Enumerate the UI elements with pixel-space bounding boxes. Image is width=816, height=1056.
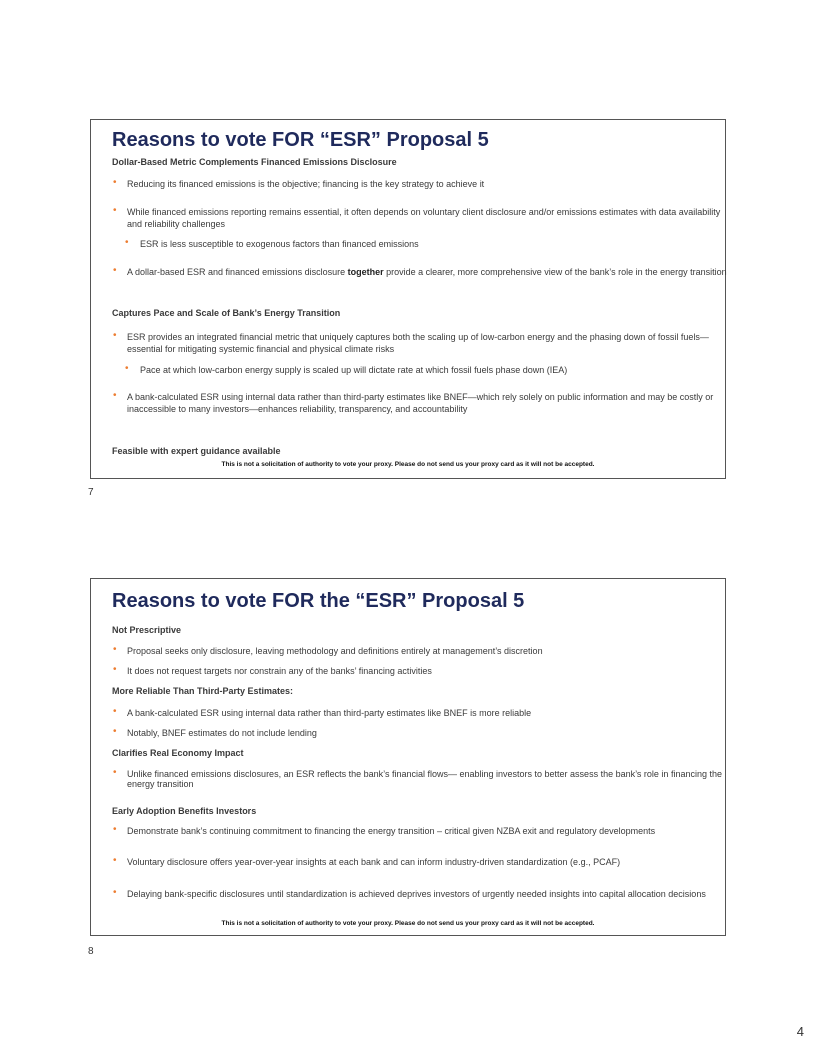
bullet-dot-icon: • <box>113 390 117 401</box>
bullet-text: Delaying bank-specific disclosures until standardization is achieved deprives investors of urgently needed insights into capital allocation decisions <box>127 889 706 899</box>
section-heading: Not Prescriptive <box>112 625 182 635</box>
bullet-item <box>112 178 727 190</box>
bullet-dot-icon: • <box>113 205 117 216</box>
bullet-text: A bank-calculated ESR using internal data rather than third-party estimates like BNEF—which rely solely on public information and may be costly or inaccessible to many investors—enhances reliability, transparency, and accountability <box>127 392 714 414</box>
bullet-item <box>112 826 727 836</box>
section-heading: Dollar-Based Metric Complements Financed Emissions Disclosure <box>112 157 397 167</box>
bullet-dot-icon: • <box>113 330 117 341</box>
bullet-item <box>112 857 727 867</box>
bullet-item <box>112 266 727 278</box>
bullet-text: ESR is less susceptible to exogenous factors than financed emissions <box>140 239 419 249</box>
section-heading: Early Adoption Benefits Investors <box>112 806 257 816</box>
slide-7 <box>90 119 726 479</box>
bullet-text: Demonstrate bank’s continuing commitment to financing the energy transition – critical given NZBA exit and regulatory developments <box>127 826 656 836</box>
section-heading: Feasible with expert guidance available <box>112 446 281 456</box>
section-heading: More Reliable Than Third-Party Estimates: <box>112 686 294 696</box>
section-heading: Clarifies Real Economy Impact <box>112 748 244 758</box>
bullet-item <box>112 769 727 789</box>
bullet-item <box>112 707 727 719</box>
bullet-text: Proposal seeks only disclosure, leaving methodology and definitions entirely at management’s discretion <box>127 646 543 656</box>
slide-number: 8 <box>88 946 94 957</box>
bullet-emphasis: together <box>347 267 384 277</box>
bullet-text: Pace at which low-carbon energy supply is scaled up will dictate rate at which fossil fuels phase down (IEA) <box>140 365 568 375</box>
bullet-dot-icon: • <box>113 767 117 778</box>
bullet-text: ESR provides an integrated financial metric that uniquely captures both the scaling up of low-carbon energy and the phasing down of fossil fuels—essential for mitigating systemic financial and physical climate risks <box>127 332 709 354</box>
disclaimer: This is not a solicitation of authority to vote your proxy. Please do not send us your proxy card as it will not be accepted. <box>221 461 595 468</box>
bullet-dot-icon: • <box>125 237 129 248</box>
bullet-dot-icon: • <box>113 664 117 675</box>
bullet-dot-icon: • <box>113 887 117 898</box>
disclaimer: This is not a solicitation of authority to vote your proxy. Please do not send us your proxy card as it will not be accepted. <box>221 920 595 927</box>
bullet-dot-icon: • <box>113 726 117 737</box>
bullet-dot-icon: • <box>113 644 117 655</box>
bullet-text: provide a clearer, more comprehensive view of the bank’s role in the energy transition <box>383 267 727 277</box>
section-heading: Captures Pace and Scale of Bank’s Energy Transition <box>112 308 341 318</box>
bullet-dot-icon: • <box>113 706 117 717</box>
bullet-item <box>112 889 727 899</box>
bullet-dot-icon: • <box>113 824 117 835</box>
slide-title: Reasons to vote FOR “ESR” Proposal 5 <box>112 129 489 151</box>
sub-bullet-item <box>112 364 727 376</box>
slide-title: Reasons to vote FOR the “ESR” Proposal 5 <box>112 590 525 612</box>
bullet-text: It does not request targets nor constrain any of the banks’ financing activities <box>127 666 432 676</box>
bullet-dot-icon: • <box>125 363 129 374</box>
bullet-item <box>112 206 727 230</box>
slide-8 <box>90 578 726 936</box>
bullet-item <box>112 665 727 677</box>
bullet-text: A bank-calculated ESR using internal data rather than third-party estimates like BNEF is more reliable <box>127 708 532 718</box>
bullet-text: While financed emissions reporting remains essential, it often depends on voluntary client disclosure and/or emissions estimates with data availability and reliability challenges <box>127 207 721 229</box>
slide-number: 7 <box>88 487 94 498</box>
bullet-item <box>112 645 727 657</box>
page-number: 4 <box>796 1024 804 1039</box>
sub-bullet-item <box>112 238 727 250</box>
bullet-text: A dollar-based ESR and financed emissions disclosure <box>127 267 348 277</box>
bullet-text: Voluntary disclosure offers year-over-year insights at each bank and can inform industry-driven standardization (e.g., PCAF) <box>127 857 621 867</box>
bullet-dot-icon: • <box>113 265 117 276</box>
bullet-text: Unlike financed emissions disclosures, an ESR reflects the bank’s financial flows— enabling investors to better assess the bank’s role in financing the energy transition <box>127 769 722 789</box>
bullet-dot-icon: • <box>113 177 117 188</box>
bullet-item <box>112 727 727 739</box>
bullet-item <box>112 331 727 355</box>
bullet-text: Notably, BNEF estimates do not include lending <box>127 728 317 738</box>
bullet-text: Reducing its financed emissions is the objective; financing is the key strategy to achieve it <box>127 179 485 189</box>
bullet-item <box>112 391 727 415</box>
bullet-dot-icon: • <box>113 855 117 866</box>
